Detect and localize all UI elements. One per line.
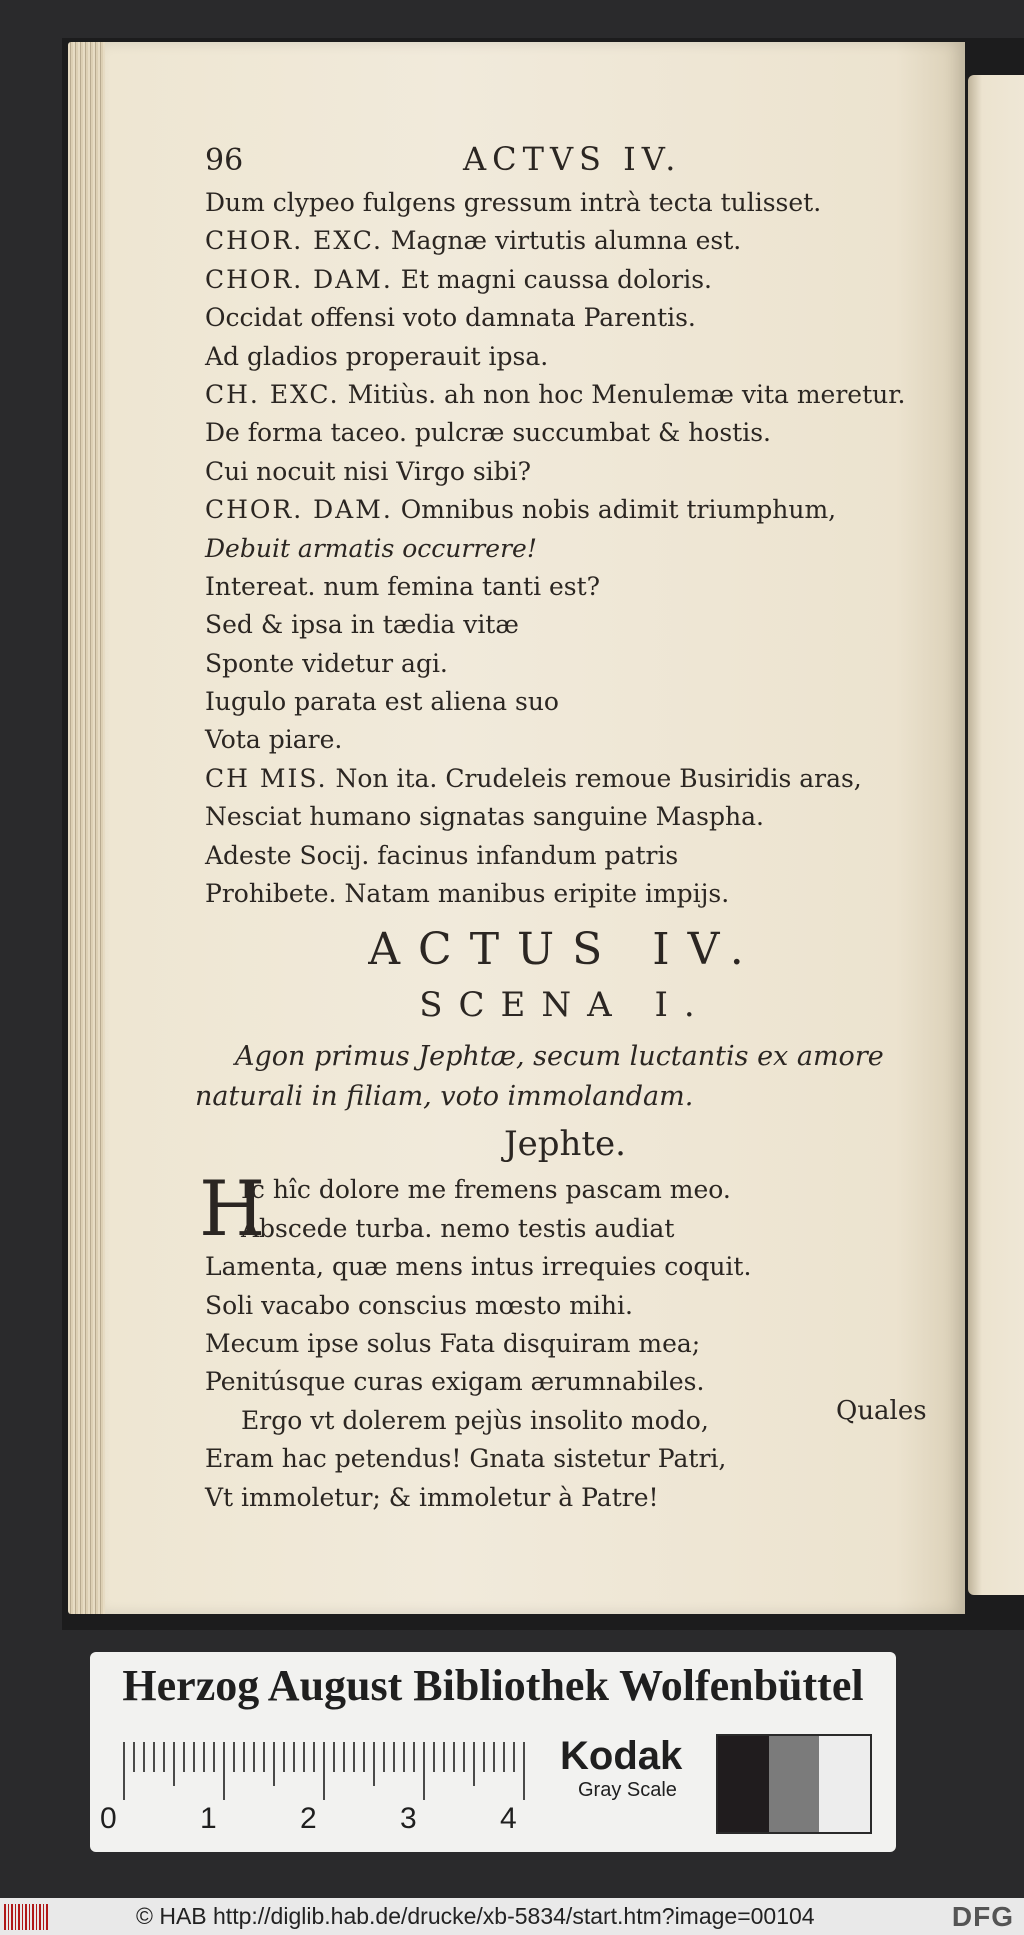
verse-text: Dum clypeo fulgens gressum intrà tecta tulisset. [205, 188, 822, 217]
page-number: 96 [205, 143, 244, 178]
verse-line: Eram hac petendus! Gnata sistetur Patri, [205, 1444, 727, 1474]
scene-argument [195, 1037, 935, 1117]
verse-line [205, 530, 965, 568]
page-text [195, 140, 965, 1517]
verse-text: Cui nocuit nisi Virgo sibi? [205, 456, 532, 486]
verse-lines-after [205, 1210, 965, 1517]
swatch-dark [718, 1736, 769, 1832]
ruler-label: 3 [400, 1802, 417, 1835]
ruler-label: 4 [500, 1802, 517, 1835]
verse-line [205, 453, 965, 491]
verse-line [205, 414, 965, 452]
verse-line [205, 568, 965, 606]
verse-line: Penitúsque curas exigam ærumnabiles. [205, 1367, 705, 1397]
verse-line [205, 721, 965, 759]
verse-line [205, 875, 965, 913]
verse-line [205, 645, 965, 683]
verse-text: Omnibus nobis adimit triumphum, [400, 495, 837, 525]
verse-line [205, 222, 965, 260]
swatch-mid [769, 1736, 820, 1832]
running-head: ACTVS IV. [463, 140, 682, 178]
verse-lines-before [205, 184, 965, 913]
verse-text: Intereat. num femina tanti est? [205, 571, 601, 601]
brand-name: Kodak [560, 1734, 683, 1778]
hab-barcode-icon [4, 1904, 48, 1930]
color-scale-card [90, 1652, 896, 1852]
verse-text: Sed & ipsa in tædia vitæ [205, 610, 519, 640]
library-name: Herzog August Bibliothek Wolfenbüttel [122, 1661, 864, 1710]
page-edges [68, 42, 108, 1614]
verse-line: Mecum ipse solus Fata disquiram mea; [205, 1328, 701, 1358]
verse-text: Prohibete. Natam manibus eripite impijs. [205, 879, 730, 909]
verse-line [205, 683, 965, 721]
page-header [205, 140, 965, 184]
verse-line: Ic hîc dolore me fremens pascam meo. [241, 1175, 731, 1205]
scene-heading: SCENA I. [419, 985, 711, 1026]
verse-line: Soli vacabo conscius mœsto mihi. [205, 1290, 633, 1320]
facing-page-edge [968, 75, 1024, 1595]
verse-line [205, 606, 965, 644]
ruler [114, 1742, 614, 1802]
verse-text: Et magni caussa doloris. [400, 264, 712, 294]
argument-line: naturali in filiam, voto immolandam. [195, 1081, 694, 1113]
verse-line: Ergo vt dolerem pejùs insolito modo, [241, 1405, 709, 1435]
brand-subtitle: Gray Scale [578, 1779, 677, 1801]
verse-line [205, 184, 965, 222]
verse-line: Lamenta, quæ mens intus irrequies coquit. [205, 1252, 752, 1282]
drop-cap: H [199, 1164, 266, 1254]
speaker-label: CH MIS. [205, 763, 328, 793]
verse-line [205, 837, 965, 875]
verse-line: Vt immoletur; & immoletur à Patre! [205, 1482, 659, 1512]
verse-text: Debuit armatis occurrere! [205, 533, 537, 563]
verse-line [205, 798, 965, 836]
monologue [199, 1164, 965, 1517]
verse-text: Vota piare. [205, 725, 343, 755]
swatch-light [819, 1736, 870, 1832]
verse-line [205, 760, 965, 798]
verse-text: Ad gladios properauit ipsa. [205, 341, 549, 371]
speaker-name: Jephte. [503, 1124, 626, 1165]
speaker-label: CH. EXC. [205, 379, 340, 409]
verse-line [205, 338, 965, 376]
gray-swatches [716, 1734, 872, 1834]
ruler-label: 1 [200, 1802, 217, 1835]
ruler-label: 2 [300, 1802, 317, 1835]
verse-text: Iugulo parata est aliena suo [205, 687, 559, 717]
verse-text: Adeste Socij. facinus infandum patris [205, 840, 679, 870]
ruler-label: 0 [100, 1802, 117, 1835]
speaker-label: CHOR. DAM. [205, 495, 393, 525]
verse-text: Magnæ virtutis alumna est. [390, 226, 742, 256]
verse-line [205, 376, 965, 414]
speaker-label: CHOR. DAM. [205, 264, 393, 294]
catchword: Quales [836, 1396, 927, 1426]
verse-text: Mitiùs. ah non hoc Menulemæ vita meretur. [347, 379, 906, 409]
verse-line [205, 491, 965, 529]
verse-line [205, 261, 965, 299]
verse-line [205, 299, 965, 337]
footer-url[interactable]: © HAB http://diglib.hab.de/drucke/xb-5834/start.htm?image=00104 [136, 1903, 815, 1929]
verse-line: Abscede turba. nemo testis audiat [241, 1213, 675, 1243]
verse-text: Nesciat humano signatas sanguine Maspha. [205, 802, 764, 832]
verse-text: De forma taceo. pulcræ succumbat & hostis. [205, 418, 771, 448]
speaker-label: CHOR. EXC. [205, 226, 383, 256]
act-heading: ACTUS IV. [368, 924, 762, 976]
footer-bar [0, 1898, 1024, 1935]
verse-text: Non ita. Crudeleis remoue Busiridis aras, [335, 763, 862, 793]
verse-text: Occidat offensi voto damnata Parentis. [205, 303, 696, 333]
verse-text: Sponte videtur agi. [205, 648, 448, 678]
dfg-logo: DFG [951, 1900, 1014, 1932]
argument-line: Agon primus Jephtæ, secum luctantis ex amore [235, 1041, 884, 1073]
